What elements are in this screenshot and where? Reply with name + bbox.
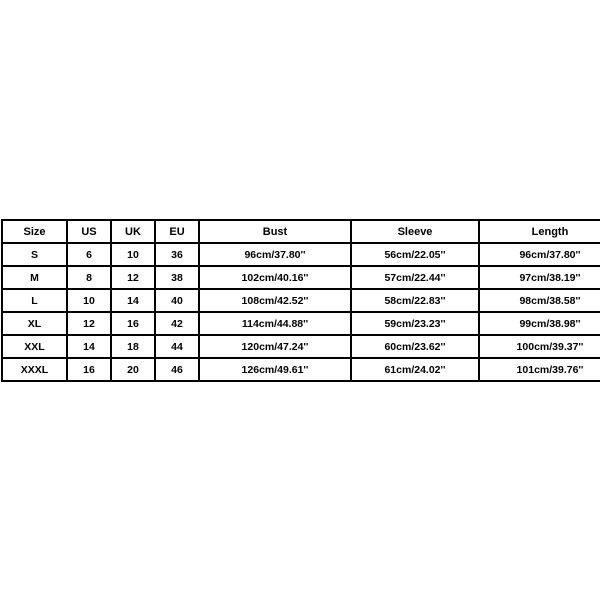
cell-bust: 108cm/42.52'' bbox=[200, 290, 350, 311]
cell-bust: 102cm/40.16'' bbox=[200, 267, 350, 288]
table-row bbox=[3, 267, 600, 288]
cell-us: 16 bbox=[68, 359, 110, 380]
cell-sleeve: 56cm/22.05'' bbox=[352, 244, 478, 265]
cell-size: S bbox=[3, 244, 66, 265]
header-sleeve: Sleeve bbox=[352, 221, 478, 242]
header-bust: Bust bbox=[200, 221, 350, 242]
cell-uk: 16 bbox=[112, 313, 154, 334]
header-eu: EU bbox=[156, 221, 198, 242]
cell-length: 96cm/37.80'' bbox=[480, 244, 600, 265]
cell-bust: 96cm/37.80'' bbox=[200, 244, 350, 265]
header-us: US bbox=[68, 221, 110, 242]
cell-us: 10 bbox=[68, 290, 110, 311]
cell-sleeve: 57cm/22.44'' bbox=[352, 267, 478, 288]
cell-bust: 120cm/47.24'' bbox=[200, 336, 350, 357]
cell-size: XXXL bbox=[3, 359, 66, 380]
cell-bust: 114cm/44.88'' bbox=[200, 313, 350, 334]
table-row bbox=[3, 244, 600, 265]
cell-uk: 18 bbox=[112, 336, 154, 357]
header-length: Length bbox=[480, 221, 600, 242]
table-row bbox=[3, 290, 600, 311]
cell-uk: 10 bbox=[112, 244, 154, 265]
cell-size: M bbox=[3, 267, 66, 288]
cell-us: 8 bbox=[68, 267, 110, 288]
table-row bbox=[3, 359, 600, 380]
table-row bbox=[3, 313, 600, 334]
cell-us: 14 bbox=[68, 336, 110, 357]
cell-us: 12 bbox=[68, 313, 110, 334]
cell-eu: 46 bbox=[156, 359, 198, 380]
cell-length: 99cm/38.98'' bbox=[480, 313, 600, 334]
cell-size: XL bbox=[3, 313, 66, 334]
cell-length: 100cm/39.37'' bbox=[480, 336, 600, 357]
cell-eu: 42 bbox=[156, 313, 198, 334]
cell-uk: 20 bbox=[112, 359, 154, 380]
cell-uk: 14 bbox=[112, 290, 154, 311]
table-header-row bbox=[3, 221, 600, 242]
size-table bbox=[1, 219, 600, 382]
cell-size: L bbox=[3, 290, 66, 311]
cell-eu: 36 bbox=[156, 244, 198, 265]
cell-eu: 44 bbox=[156, 336, 198, 357]
size-chart bbox=[1, 219, 598, 382]
header-uk: UK bbox=[112, 221, 154, 242]
table-row bbox=[3, 336, 600, 357]
cell-sleeve: 61cm/24.02'' bbox=[352, 359, 478, 380]
cell-sleeve: 58cm/22.83'' bbox=[352, 290, 478, 311]
cell-bust: 126cm/49.61'' bbox=[200, 359, 350, 380]
cell-size: XXL bbox=[3, 336, 66, 357]
cell-length: 101cm/39.76'' bbox=[480, 359, 600, 380]
cell-length: 98cm/38.58'' bbox=[480, 290, 600, 311]
cell-uk: 12 bbox=[112, 267, 154, 288]
cell-sleeve: 60cm/23.62'' bbox=[352, 336, 478, 357]
cell-length: 97cm/38.19'' bbox=[480, 267, 600, 288]
header-size: Size bbox=[3, 221, 66, 242]
cell-sleeve: 59cm/23.23'' bbox=[352, 313, 478, 334]
cell-us: 6 bbox=[68, 244, 110, 265]
cell-eu: 38 bbox=[156, 267, 198, 288]
cell-eu: 40 bbox=[156, 290, 198, 311]
